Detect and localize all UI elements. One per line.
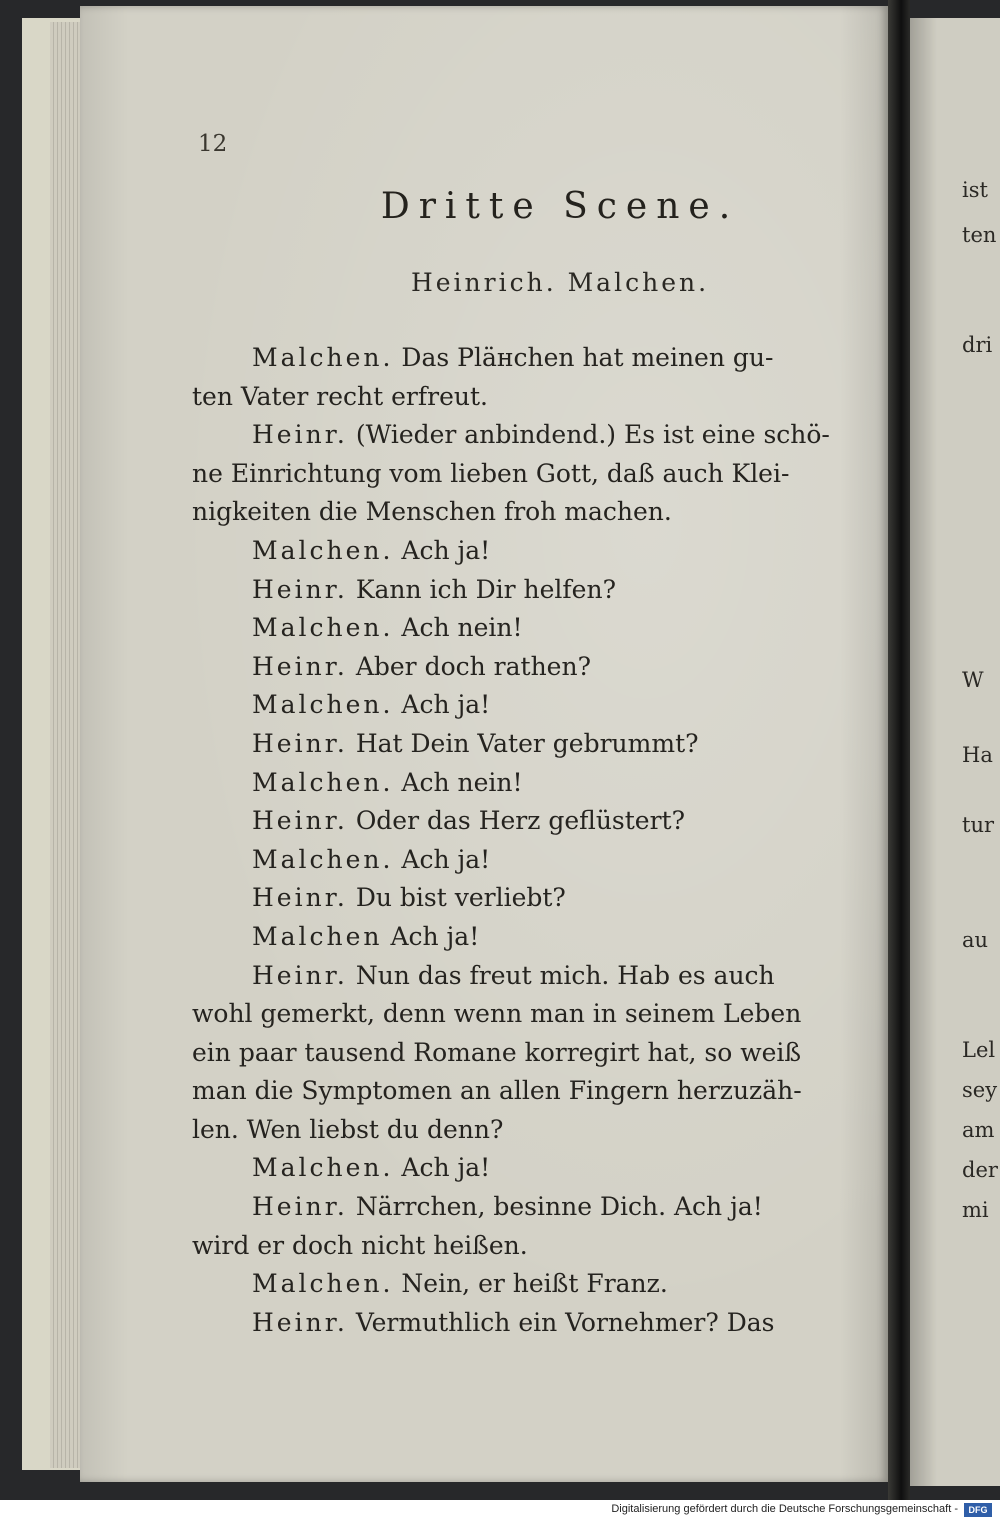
speaker-name: Heinr. — [252, 420, 348, 450]
speaker-name: Heinr. — [252, 651, 348, 681]
text-line — [192, 957, 882, 996]
speaker-name: Heinr. — [252, 728, 348, 758]
speaker-name: Malchen. — [252, 690, 394, 720]
line-text: wohl gemerkt, denn wenn man in seinem Leben — [192, 999, 802, 1029]
line-text: Ach ja! — [401, 690, 491, 720]
text-line — [192, 841, 882, 880]
text-line — [192, 609, 882, 648]
speaker-name: Heinr. — [252, 574, 348, 604]
speaker-name: Heinr. — [252, 1192, 348, 1222]
speaker-name: Malchen. — [252, 535, 394, 565]
text-line — [192, 879, 882, 918]
text-line — [192, 686, 882, 725]
speaker-name: Malchen. — [252, 844, 394, 874]
line-text: Vermuthlich ein Vornehmer? Das — [355, 1307, 775, 1337]
next-page-fragment: Ha — [962, 743, 993, 767]
dfg-logo: DFG — [964, 1503, 992, 1517]
speaker-name: Malchen. — [252, 1153, 394, 1183]
line-text: ein paar tausend Romane korregirt hat, so weiß — [192, 1037, 802, 1067]
text-line — [192, 918, 882, 957]
text-line — [192, 995, 882, 1034]
speaker-name: Heinr. — [252, 806, 348, 836]
text-line — [192, 339, 882, 378]
text-line — [192, 416, 882, 455]
line-text: Ach nein! — [401, 767, 523, 797]
text-line — [192, 455, 882, 494]
line-text: nigkeiten die Menschen froh machen. — [192, 497, 672, 527]
line-text: Ach ja! — [390, 921, 480, 951]
line-text: Oder das Herz geflüstert? — [355, 806, 685, 836]
next-page-fragment: mi — [962, 1198, 989, 1222]
book-page — [80, 6, 888, 1482]
digitization-footer — [0, 1500, 1000, 1520]
next-page-fragment: am — [962, 1118, 995, 1142]
line-text: Ach ja! — [401, 1153, 491, 1183]
next-page-fragment: ten — [962, 223, 997, 247]
line-text: Ach nein! — [401, 613, 523, 643]
speaker-name: Malchen — [252, 921, 383, 951]
line-text: ten Vater recht erfreut. — [192, 381, 488, 411]
next-page-fragment: Lel — [962, 1038, 996, 1062]
next-page-fragment: dri — [962, 333, 993, 357]
next-page-fragment: W — [962, 668, 984, 692]
line-text: Aber doch rathen? — [355, 651, 591, 681]
scene-title: Dritte Scene. — [380, 186, 740, 227]
text-line — [192, 802, 882, 841]
text-line — [192, 1188, 882, 1227]
line-text: Ach ja! — [401, 535, 491, 565]
text-line — [192, 532, 882, 571]
next-page-edge — [910, 18, 1000, 1486]
text-line — [192, 1304, 882, 1343]
next-page-fragment: ist — [962, 178, 988, 202]
line-text: len. Wen liebst du denn? — [192, 1114, 504, 1144]
book-gutter — [888, 0, 910, 1500]
text-line — [192, 1149, 882, 1188]
line-text: (Wieder anbindend.) Es ist eine schö- — [355, 420, 830, 450]
text-line — [192, 648, 882, 687]
speaker-name: Heinr. — [252, 960, 348, 990]
line-text: Ach ja! — [401, 844, 491, 874]
text-line — [192, 725, 882, 764]
text-line — [192, 1265, 882, 1304]
speaker-name: Malchen. — [252, 613, 394, 643]
dialogue-text — [192, 339, 882, 1342]
funding-credit: Digitalisierung gefördert durch die Deutsche Forschungsgemeinschaft - — [611, 1503, 958, 1515]
text-line — [192, 378, 882, 417]
next-page-fragment: sey — [962, 1078, 998, 1102]
next-page-fragment: au — [962, 928, 989, 952]
next-page-fragment: der — [962, 1158, 998, 1182]
text-line — [192, 764, 882, 803]
line-text: Nein, er heißt Franz. — [401, 1269, 668, 1299]
line-text: Das Pläнchen hat meinen gu- — [401, 343, 774, 372]
line-text: Närrchen, besinne Dich. Ach ja! — [355, 1192, 763, 1222]
speaker-name: Malchen. — [252, 767, 394, 797]
text-line — [192, 1227, 882, 1266]
line-text: Hat Dein Vater gebrummt? — [355, 728, 699, 758]
text-line — [192, 1072, 882, 1111]
line-text: Du bist verliebt? — [355, 883, 566, 913]
next-page-fragment: tur — [962, 813, 995, 837]
line-text: Kann ich Dir helfen? — [355, 574, 616, 604]
speaker-name: Heinr. — [252, 883, 348, 913]
speaker-name: Malchen. — [252, 1269, 394, 1299]
line-text: man die Symptomen an allen Fingern herzuzäh- — [192, 1076, 802, 1106]
text-line — [192, 1034, 882, 1073]
text-line — [192, 571, 882, 610]
line-text: Nun das freut mich. Hab es auch — [355, 960, 775, 990]
speaker-name: Malchen. — [252, 343, 394, 372]
page-number: 12 — [198, 131, 228, 157]
text-line — [192, 493, 882, 532]
text-line — [192, 1111, 882, 1150]
scene-characters: Heinrich. Malchen. — [410, 268, 710, 297]
line-text: ne Einrichtung vom lieben Gott, daß auch Klei- — [192, 458, 790, 488]
line-text: wird er doch nicht heißen. — [192, 1230, 528, 1260]
speaker-name: Heinr. — [252, 1307, 348, 1337]
